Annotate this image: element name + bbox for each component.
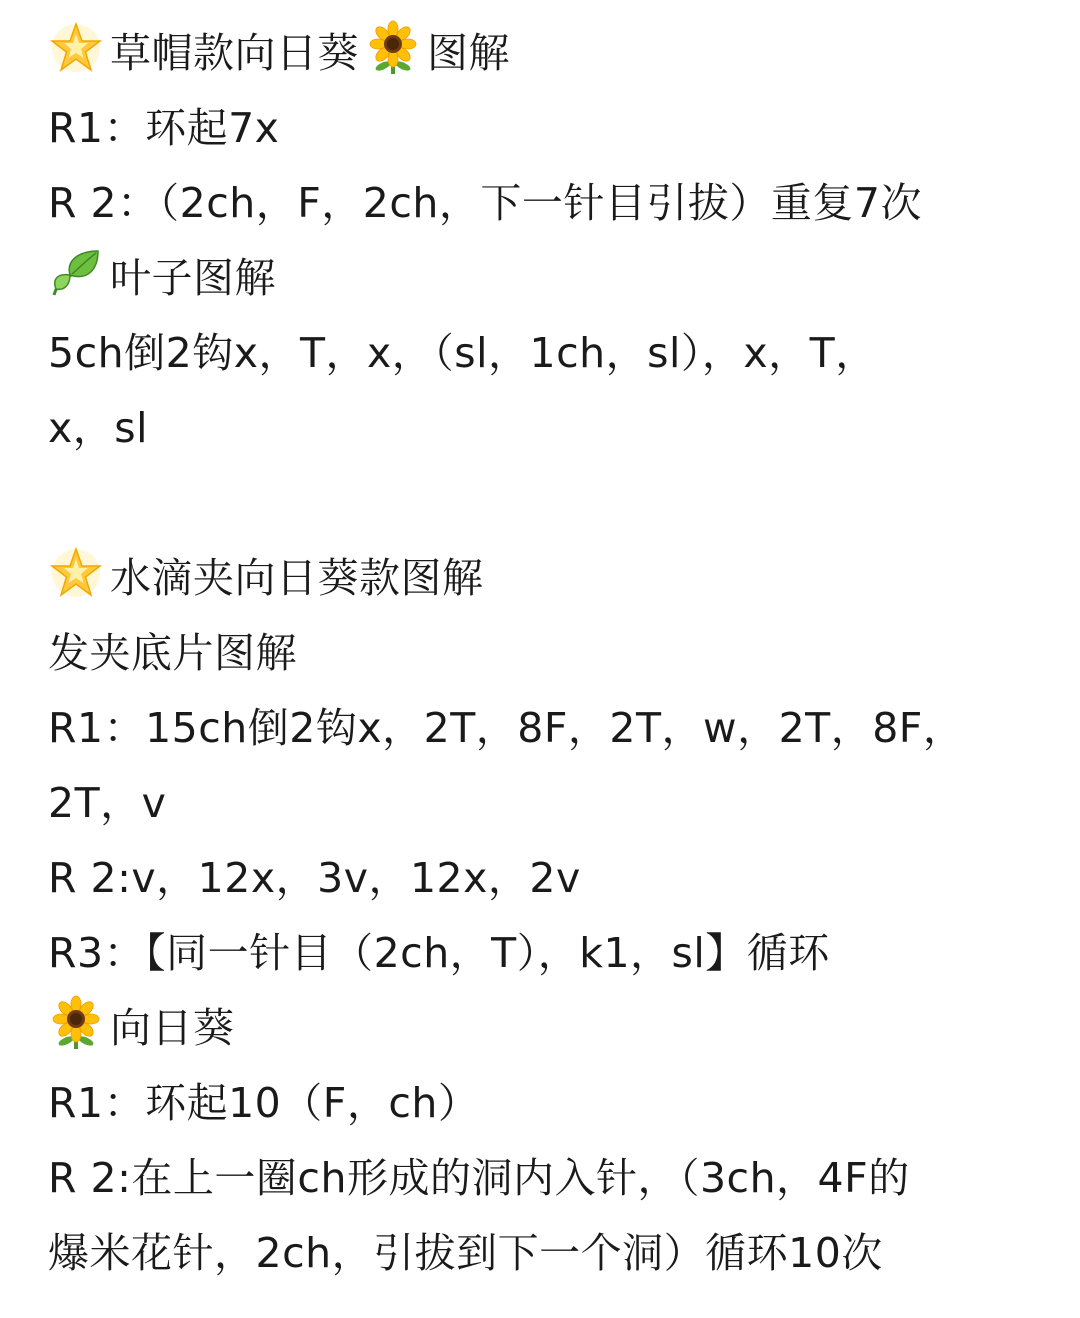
- section-title-sunflower: [48, 991, 1048, 1066]
- note-content: [48, 16, 1048, 1291]
- section-title-straw-hat: [48, 16, 1048, 91]
- leaf-instruction-line-2: x，sl: [48, 404, 149, 452]
- sunflower-round-1: R1：环起10（F，ch）: [48, 1079, 480, 1127]
- straw-hat-title-text: 草帽款向日葵: [110, 29, 359, 77]
- section-title-leaf: [48, 241, 1048, 316]
- clip-round-1-line-1: R1：15ch倒2钩x，2T，8F，2T，w，2T，8F，: [48, 704, 965, 752]
- spacer: [48, 466, 1048, 541]
- clip-round-1-line-2: 2T，v: [48, 779, 167, 827]
- sunflower-icon: [48, 995, 104, 1051]
- sunflower-icon: [365, 20, 421, 76]
- leaf-title-text: 叶子图解: [110, 254, 276, 302]
- straw-hat-round-2: R 2：（2ch，F，2ch，下一针目引拔）重复7次: [48, 179, 922, 227]
- sunflower-round-2-line-2: 爆米花针，2ch，引拔到下一个洞）循环10次: [48, 1229, 883, 1277]
- water-drop-clip-title-text: 水滴夹向日葵款图解: [110, 554, 484, 602]
- sunflower-title-text: 向日葵: [110, 1004, 235, 1052]
- clip-round-2: R 2:v，12x，3v，12x，2v: [48, 854, 581, 902]
- herb-leaf-icon: [48, 245, 104, 301]
- leaf-instruction-line-1: 5ch倒2钩x，T，x，（sl，1ch，sl），x，T，: [48, 329, 877, 377]
- glowing-star-icon: [48, 20, 104, 76]
- straw-hat-round-1: R1：环起7x: [48, 104, 280, 152]
- hair-clip-base-subtitle: 发夹底片图解: [48, 629, 297, 677]
- straw-hat-title-suffix: 图解: [427, 29, 510, 77]
- section-title-water-drop-clip: [48, 541, 1048, 616]
- glowing-star-icon: [48, 545, 104, 601]
- sunflower-round-2-line-1: R 2:在上一圈ch形成的洞内入针，（3ch，4F的: [48, 1154, 910, 1202]
- clip-round-3: R3：【同一针目（2ch，T），k1，sl】循环: [48, 929, 830, 977]
